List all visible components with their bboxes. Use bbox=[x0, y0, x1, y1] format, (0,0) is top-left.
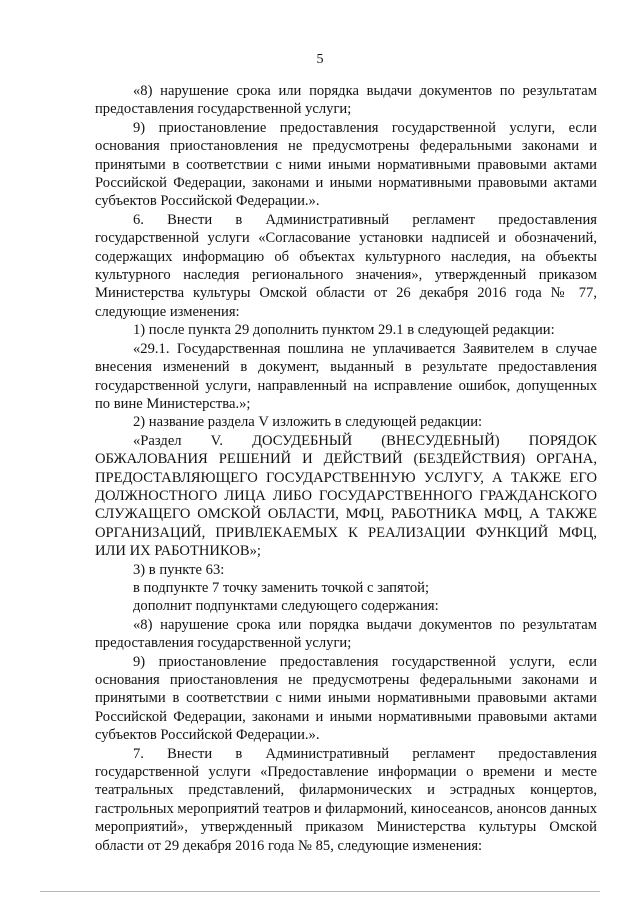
paragraph-item-9-first: 9) приостановление предоставления государственной услуги, если основания приостановления не предусмотрены федеральными законами и принятыми в соответствии с ними иными нормативными правовыми актами Российской Федерации, законами и иными нормативными правовыми актами субъектов Российской Федерации.». bbox=[95, 119, 597, 210]
paragraph-subitem-7: в подпункте 7 точку заменить точкой с запятой; bbox=[133, 579, 430, 596]
document-body bbox=[95, 82, 597, 855]
paragraph-6-1: 1) после пункта 29 дополнить пунктом 29.1 в следующей редакции: bbox=[133, 322, 555, 339]
paragraph-6-3: 3) в пункте 63: bbox=[133, 561, 225, 578]
page-bottom-divider bbox=[40, 891, 600, 892]
paragraph-section-v-title: «Раздел V. ДОСУДЕБНЫЙ (ВНЕСУДЕБНЫЙ) ПОРЯДОК ОБЖАЛОВАНИЯ РЕШЕНИЙ И ДЕЙСТВИЙ (БЕЗДЕЙСТВИЯ) ОРГАНА, ПРЕДОСТАВЛЯЮЩЕГО ГОСУДАРСТВЕННУЮ УСЛУГУ, А ТАКЖЕ ЕГО ДОЛЖНОСТНОГО ЛИЦА ЛИБО ГОСУДАРСТВЕННОГО ГРАЖДАНСКОГО СЛУЖАЩЕГО ОМСКОЙ ОБЛАСТИ, МФЦ, РАБОТНИКА МФЦ, А ТАКЖЕ ОРГАНИЗАЦИЙ, ПРИВЛЕКАЕМЫХ К РЕАЛИЗАЦИИ ФУНКЦИЙ МФЦ, ИЛИ ИХ РАБОТНИКОВ»; bbox=[95, 432, 597, 560]
paragraph-supplement: дополнит подпунктами следующего содержания: bbox=[133, 598, 439, 615]
paragraph-6-2: 2) название раздела V изложить в следующей редакции: bbox=[133, 414, 483, 431]
paragraph-item-8-first: «8) нарушение срока или порядка выдачи документов по результатам предоставления государственной услуги; bbox=[95, 83, 597, 118]
page-number: 5 bbox=[316, 52, 324, 67]
paragraph-section-7: 7. Внести в Административный регламент предоставления государственной услуги «Предоставление информации о времени и месте театральных представлений, филармонических и эстрадных концертов, гастрольных мероприятий театров и филармоний, киносеансов, анонсов данных мероприятий», утвержденный приказом Министерства культуры Омской области от 29 декабря 2016 года № 85, следующие изменения: bbox=[95, 745, 597, 854]
paragraph-item-9-second: 9) приостановление предоставления государственной услуги, если основания приостановления не предусмотрены федеральными законами и принятыми в соответствии с ними иными нормативными правовыми актами Российской Федерации, законами и иными нормативными правовыми актами субъектов Российской Федерации.». bbox=[95, 653, 597, 744]
paragraph-section-6: 6. Внести в Административный регламент предоставления государственной услуги «Согласование установки надписей и обозначений, содержащих информацию об объектах культурного наследия, на объекты культурного наследия регионального значения», утвержденный приказом Министерства культуры Омской области от 26 декабря 2016 года № 77, следующие изменения: bbox=[95, 211, 597, 320]
paragraph-item-8-second: «8) нарушение срока или порядка выдачи документов по результатам предоставления государственной услуги; bbox=[95, 616, 597, 652]
paragraph-29-1: «29.1. Государственная пошлина не уплачивается Заявителем в случае внесения изменений в документ, выданный в результате предоставления государственной услуги, направленный на исправление ошибок, допущенных по вине Министерства.»; bbox=[95, 340, 597, 412]
